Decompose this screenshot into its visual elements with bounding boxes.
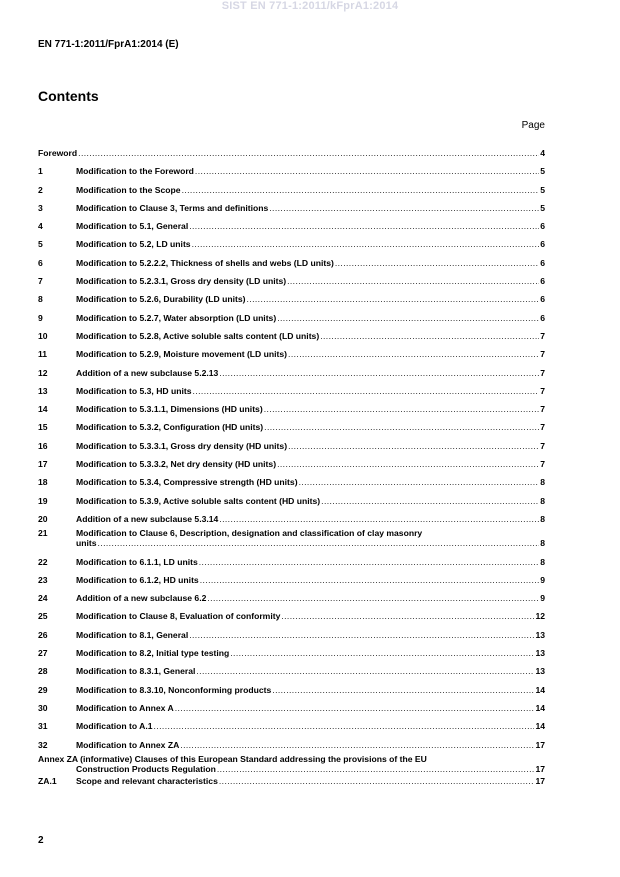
toc-entry-title: Foreword (38, 148, 78, 158)
leader-dots (189, 630, 534, 640)
toc-entry-number: 21 (38, 528, 48, 539)
leader-dots (219, 776, 535, 786)
leader-dots (219, 514, 539, 524)
toc-entry-26[interactable] (38, 626, 545, 640)
toc-entry-number: 20 (38, 513, 48, 524)
toc-entry-title: Modification to Annex ZA (76, 739, 180, 750)
toc-entry-title: Modification to 5.2.2.2, Thickness of shells and webs (LD units) (76, 257, 334, 268)
toc-entry-11[interactable] (38, 345, 545, 359)
page-column-label: Page (521, 120, 545, 131)
toc-entry-title: Modification to Clause 3, Terms and definitions (76, 202, 269, 213)
toc-entry-page: 7 (540, 330, 545, 341)
toc-entry-number: 13 (38, 385, 48, 396)
toc-entry-number: 11 (38, 349, 48, 360)
toc-entry-page: 8 (540, 538, 545, 549)
toc-entry-number: 29 (38, 684, 48, 695)
toc-entry-title: Modification to 5.2.6, Durability (LD units) (76, 294, 246, 305)
toc-entry-page: 7 (540, 385, 545, 396)
toc-entry-page: 6 (540, 312, 545, 323)
toc-entries-1-20 (38, 162, 545, 524)
toc-entry-title: Modification to Annex A (76, 702, 174, 713)
toc-entry-page: 5 (540, 202, 545, 213)
toc-entry-title: Addition of a new subclause 5.3.14 (76, 513, 219, 524)
leader-dots (199, 557, 539, 567)
toc-entry-number: 19 (38, 495, 48, 506)
toc-entry-page: 9 (540, 593, 545, 604)
toc-entry-number: 23 (38, 574, 48, 585)
leader-dots (195, 166, 539, 176)
toc-entry-title-continued: Construction Products Regulation (76, 763, 216, 774)
toc-entry-title: Annex ZA (informative) Clauses of this European Standard addressing the provisions of the EU (38, 753, 427, 764)
toc-entry-page: 5 (540, 184, 545, 195)
toc-entry-20[interactable] (38, 510, 545, 524)
toc-entry-number: 15 (38, 422, 48, 433)
leader-dots (200, 575, 540, 585)
toc-entry-number: 6 (38, 257, 43, 268)
toc-entry-page: 8 (540, 495, 545, 506)
leader-dots (192, 239, 540, 249)
leader-dots (207, 593, 539, 603)
toc-entry-page: 8 (540, 513, 545, 524)
toc-entry-page: 13 (535, 648, 545, 659)
toc-entry-15[interactable] (38, 418, 545, 432)
toc-entry-page: 6 (540, 239, 545, 250)
toc-entry-title: Modification to 5.3.1.1, Dimensions (HD units) (76, 404, 263, 415)
toc-entry-5[interactable] (38, 235, 545, 249)
leader-dots (269, 203, 539, 213)
leader-dots (272, 685, 534, 695)
toc-entry-number: 8 (38, 294, 43, 305)
toc-entry-number: 22 (38, 556, 48, 567)
toc-entry-page: 14 (535, 702, 545, 713)
toc-entry-foreword[interactable] (38, 144, 545, 158)
watermark: SIST EN 771-1:2011/kFprA1:2014 (221, 0, 399, 12)
toc-entry-10[interactable] (38, 327, 545, 341)
toc-entry-number: 5 (38, 239, 43, 250)
leader-dots (288, 349, 539, 359)
toc-entry-page: 13 (535, 666, 545, 677)
leader-dots (154, 721, 535, 731)
leader-dots (78, 148, 539, 158)
toc-entry-number: 16 (38, 440, 48, 451)
toc-entry-number: 17 (38, 459, 48, 470)
toc-entry-page: 17 (535, 739, 545, 750)
toc-entry-title: Modification to 5.2.9, Moisture movement (LD units) (76, 349, 288, 360)
leader-dots (335, 258, 539, 268)
toc-entry-25[interactable] (38, 607, 545, 621)
toc-entry-30[interactable] (38, 699, 545, 713)
page-number: 2 (38, 835, 44, 846)
toc-entry-number: 24 (38, 593, 48, 604)
toc-entry-6[interactable] (38, 254, 545, 268)
leader-dots (321, 496, 539, 506)
toc-entry-page: 4 (540, 148, 545, 158)
toc-entry-title: Modification to the Scope (76, 184, 181, 195)
toc-entry-28[interactable] (38, 662, 545, 676)
toc-entry-page: 8 (540, 556, 545, 567)
toc-entry-title: Modification to 8.2, Initial type testing (76, 648, 230, 659)
toc-entries-22-32 (38, 553, 545, 750)
leader-dots (182, 185, 540, 195)
toc-entry-14[interactable] (38, 400, 545, 414)
toc-entry-title: Addition of a new subclause 5.2.13 (76, 367, 219, 378)
leader-dots (180, 740, 534, 750)
leader-dots (281, 611, 534, 621)
toc-entry-title-continued: units (76, 538, 97, 549)
toc-entry-page: 14 (535, 684, 545, 695)
toc-entry-number: 14 (38, 404, 48, 415)
toc-entry-title: Modification to 5.3.9, Active soluble salts content (HD units) (76, 495, 321, 506)
toc-entry-number: 27 (38, 648, 48, 659)
leader-dots (247, 294, 540, 304)
toc-entry-number: 26 (38, 629, 48, 640)
leader-dots (230, 648, 534, 658)
leader-dots (196, 666, 534, 676)
toc-entry-title: Modification to 5.3.4, Compressive strength (HD units) (76, 477, 298, 488)
toc-entry-title: Modification to 6.1.1, LD units (76, 556, 198, 567)
toc-entry-number: 32 (38, 739, 48, 750)
toc-entry-page: 7 (540, 349, 545, 360)
toc-entry-page: 5 (540, 166, 545, 177)
toc-entry-title: Modification to 5.2.3.1, Gross dry density (LD units) (76, 276, 287, 287)
toc-entry-title: Scope and relevant characteristics (76, 775, 218, 786)
leader-dots (193, 386, 540, 396)
toc-entry-page: 7 (540, 404, 545, 415)
toc-entry-1[interactable] (38, 162, 545, 176)
toc-entry-page: 7 (540, 367, 545, 378)
table-of-contents (38, 144, 545, 790)
leader-dots (264, 404, 540, 414)
toc-entry-page: 7 (540, 422, 545, 433)
toc-entry-8[interactable] (38, 290, 545, 304)
toc-entry-title: Addition of a new subclause 6.2 (76, 593, 207, 604)
toc-entry-number: 18 (38, 477, 48, 488)
toc-entry-17[interactable] (38, 455, 545, 469)
page-title: Contents (38, 88, 99, 104)
leader-dots (320, 331, 539, 341)
toc-entry-27[interactable] (38, 644, 545, 658)
toc-entry-22[interactable] (38, 553, 545, 567)
toc-entry-23[interactable] (38, 571, 545, 585)
toc-entry-21[interactable] (38, 528, 545, 548)
toc-entry-number: 2 (38, 184, 43, 195)
leader-dots (264, 422, 539, 432)
toc-entry-title: Modification to A.1 (76, 721, 153, 732)
toc-entry-page: 6 (540, 221, 545, 232)
toc-entry-number: 3 (38, 202, 43, 213)
toc-entry-page: 13 (535, 629, 545, 640)
document-id: EN 771-1:2011/FprA1:2014 (E) (38, 39, 179, 50)
toc-entry-9[interactable] (38, 309, 545, 323)
toc-entry-title: Modification to 5.2.8, Active soluble salts content (LD units) (76, 330, 320, 341)
leader-dots (175, 703, 535, 713)
toc-entry-number: 7 (38, 276, 43, 287)
toc-entry-number: 1 (38, 166, 43, 177)
leader-dots (299, 477, 540, 487)
leader-dots (98, 538, 540, 548)
toc-entry-18[interactable] (38, 473, 545, 487)
toc-entry-title: Modification to 8.3.1, General (76, 666, 196, 677)
toc-entry-page: 6 (540, 276, 545, 287)
toc-entry-12[interactable] (38, 364, 545, 378)
toc-entry-annex-za[interactable] (38, 754, 545, 774)
toc-entry-page: 17 (535, 763, 545, 774)
leader-dots (277, 459, 539, 469)
toc-entry-page: 6 (540, 294, 545, 305)
toc-entry-29[interactable] (38, 681, 545, 695)
toc-entry-16[interactable] (38, 437, 545, 451)
toc-entry-number: ZA.1 (38, 775, 57, 786)
toc-entry-title: Modification to 8.3.10, Nonconforming products (76, 684, 272, 695)
leader-dots (219, 368, 539, 378)
toc-entry-page: 12 (535, 611, 545, 622)
toc-entry-number: 12 (38, 367, 48, 378)
toc-entry-za1[interactable] (38, 774, 545, 786)
toc-entry-title: Modification to 5.2, LD units (76, 239, 191, 250)
toc-entry-title: Modification to 5.3.2, Configuration (HD units) (76, 422, 264, 433)
toc-entry-24[interactable] (38, 589, 545, 603)
toc-entry-page: 9 (540, 574, 545, 585)
toc-entry-2[interactable] (38, 181, 545, 195)
toc-entry-32[interactable] (38, 736, 545, 750)
toc-entry-7[interactable] (38, 272, 545, 286)
toc-entry-title: Modification to the Foreword (76, 166, 194, 177)
toc-entry-number: 28 (38, 666, 48, 677)
toc-entry-page: 7 (540, 459, 545, 470)
toc-entry-number: 31 (38, 721, 48, 732)
toc-entry-title: Modification to 5.3, HD units (76, 385, 192, 396)
toc-entry-page: 8 (540, 477, 545, 488)
toc-entry-number: 30 (38, 702, 48, 713)
toc-entry-page: 17 (535, 775, 545, 786)
toc-entry-number: 10 (38, 330, 48, 341)
toc-entry-title: Modification to 5.3.3.1, Gross dry density (HD units) (76, 440, 288, 451)
toc-entry-4[interactable] (38, 217, 545, 231)
toc-entry-page: 14 (535, 721, 545, 732)
toc-entry-title: Modification to 5.2.7, Water absorption (LD units) (76, 312, 277, 323)
toc-entry-title: Modification to 5.3.3.2, Net dry density (HD units) (76, 459, 277, 470)
leader-dots (288, 441, 539, 451)
toc-entry-title: Modification to Clause 6, Description, designation and classification of clay masonry (76, 528, 423, 539)
toc-entry-page: 6 (540, 257, 545, 268)
toc-entry-title: Modification to 8.1, General (76, 629, 189, 640)
leader-dots (277, 313, 539, 323)
toc-entry-3[interactable] (38, 199, 545, 213)
toc-entry-number: 25 (38, 611, 48, 622)
toc-entry-title: Modification to 5.1, General (76, 221, 189, 232)
toc-entry-title: Modification to 6.1.2, HD units (76, 574, 199, 585)
toc-entry-number: 4 (38, 221, 43, 232)
toc-entry-19[interactable] (38, 492, 545, 506)
toc-entry-31[interactable] (38, 717, 545, 731)
toc-entry-title: Modification to Clause 8, Evaluation of conformity (76, 611, 281, 622)
leader-dots (217, 764, 535, 774)
leader-dots (287, 276, 539, 286)
leader-dots (189, 221, 539, 231)
toc-entry-13[interactable] (38, 382, 545, 396)
toc-entry-number: 9 (38, 312, 43, 323)
toc-entry-page: 7 (540, 440, 545, 451)
